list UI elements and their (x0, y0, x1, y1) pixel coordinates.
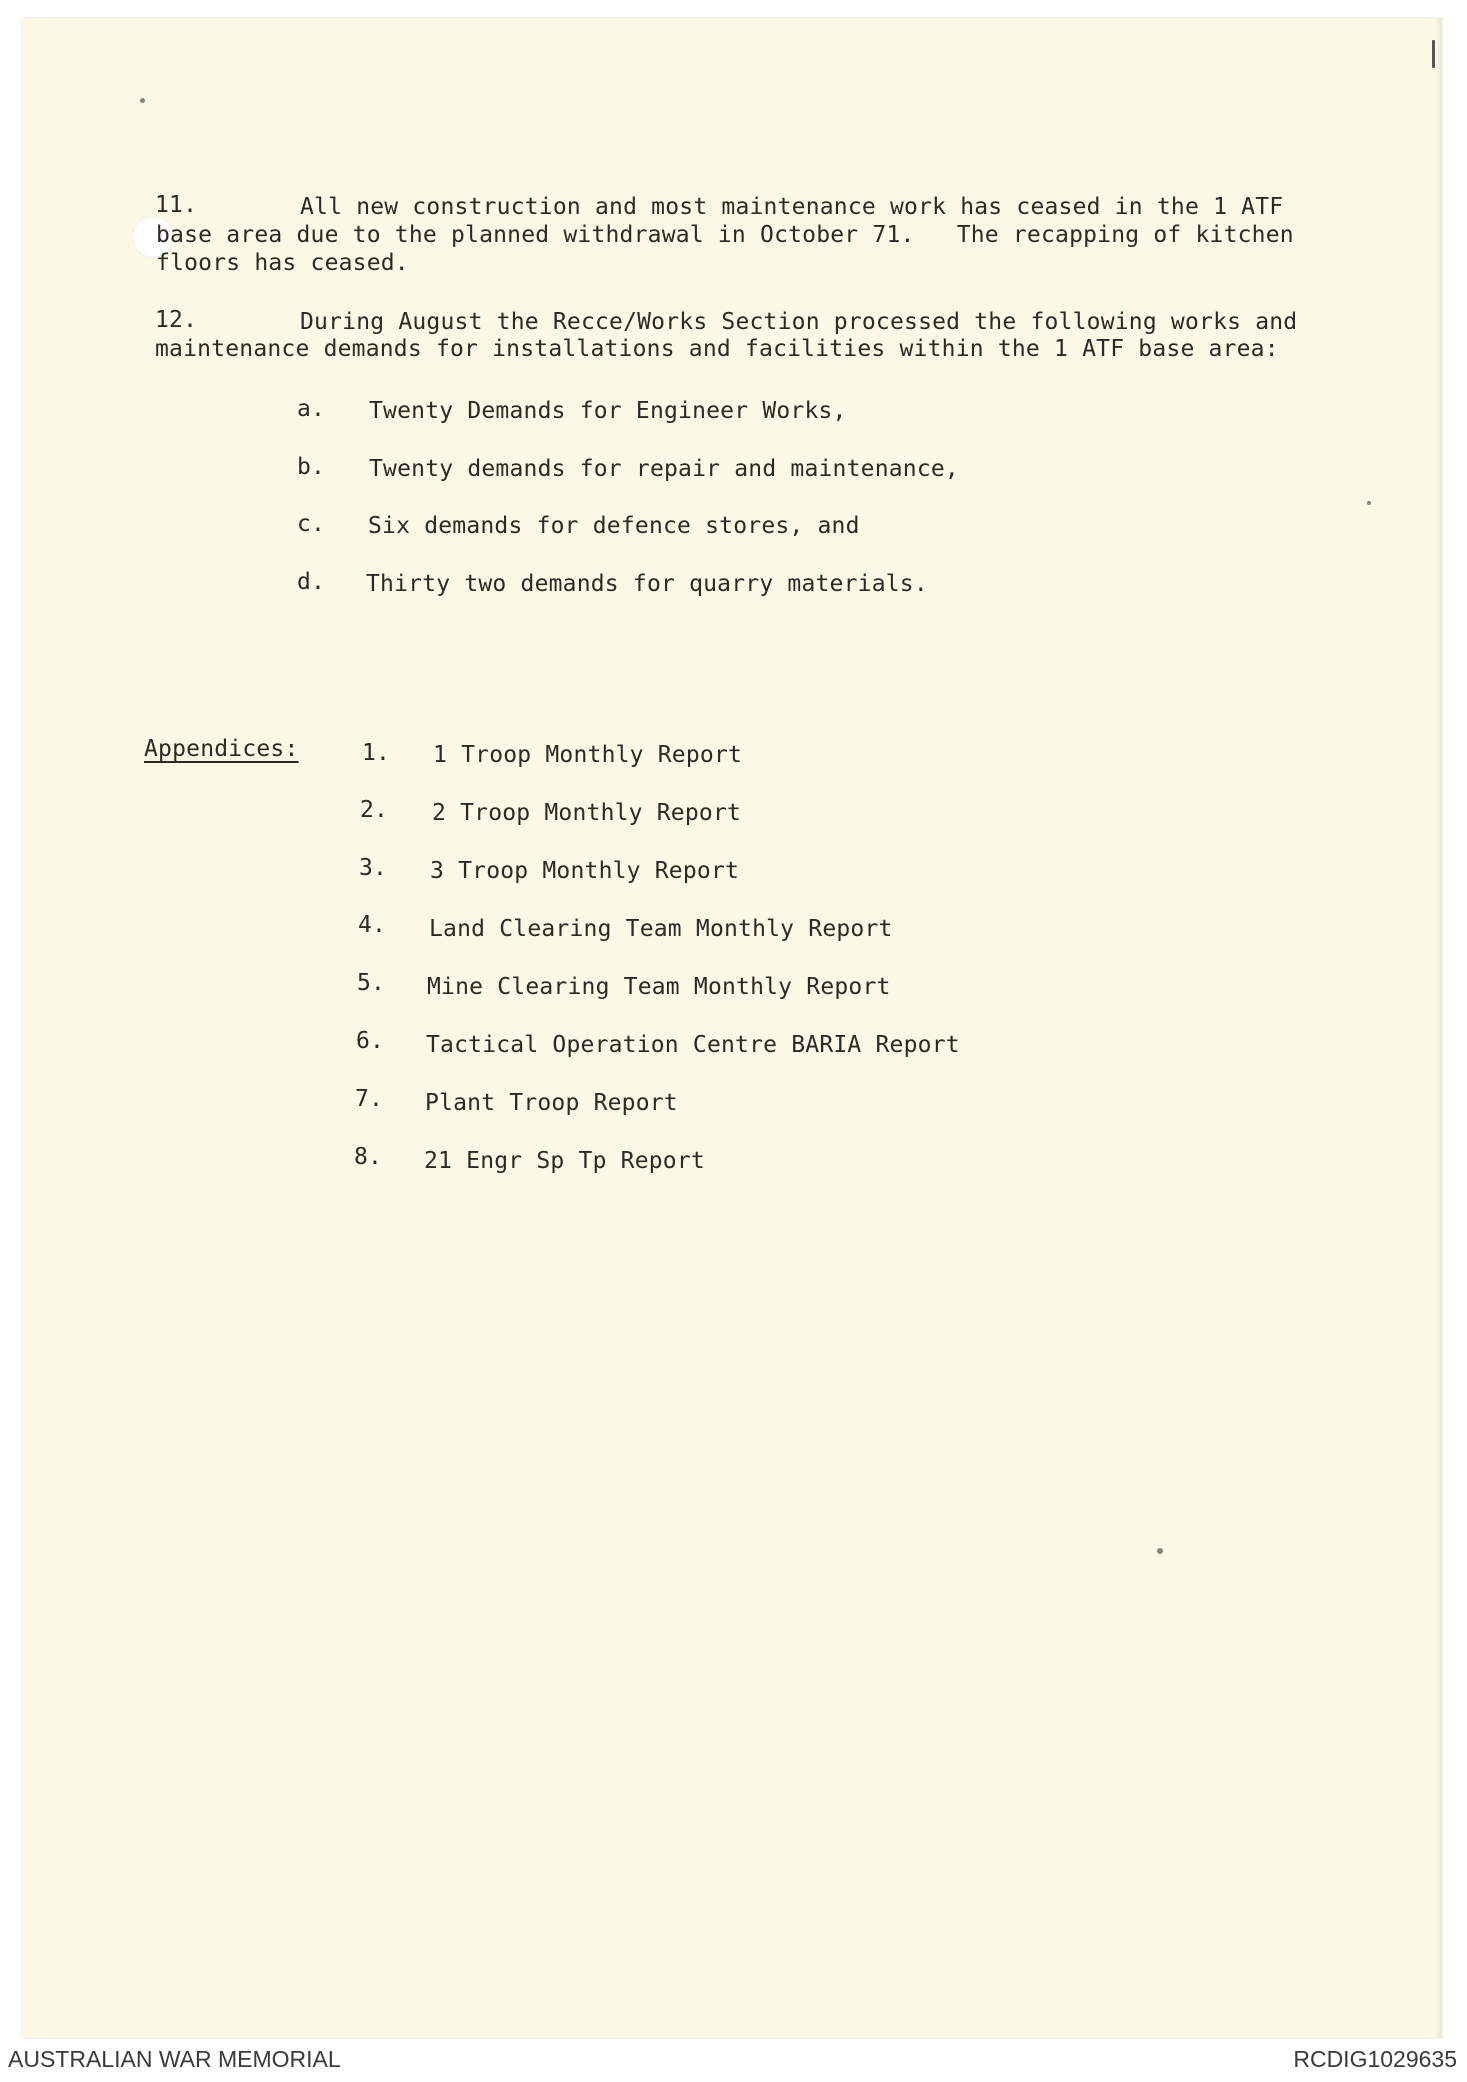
appendix-number: 2. (360, 797, 389, 823)
appendix-title: Plant Troop Report (425, 1090, 678, 1116)
paragraph-11-line-1: All new construction and most maintenance work has ceased in the 1 ATF (300, 194, 1284, 220)
appendix-number: 5. (357, 970, 386, 996)
footer-source: AUSTRALIAN WAR MEMORIAL (8, 2046, 341, 2072)
appendix-title: 21 Engr Sp Tp Report (424, 1148, 705, 1174)
appendix-number: 8. (354, 1144, 383, 1170)
list-item-text: Twenty demands for repair and maintenance, (369, 456, 959, 482)
paragraph-11-line-2: base area due to the planned withdrawal in October 71. The recapping of kitchen (156, 222, 1294, 248)
appendix-title: Mine Clearing Team Monthly Report (427, 974, 891, 1000)
appendix-number: 6. (356, 1028, 385, 1054)
appendix-title: Tactical Operation Centre BARIA Report (426, 1032, 960, 1058)
paper-speck (1157, 1548, 1163, 1554)
appendix-number: 3. (359, 855, 388, 881)
list-item-label: b. (297, 454, 326, 480)
paper-speck (1367, 501, 1371, 505)
list-item-text: Twenty Demands for Engineer Works, (369, 398, 847, 424)
list-item-text: Thirty two demands for quarry materials. (366, 571, 928, 597)
paragraph-11-line-3: floors has ceased. (156, 250, 409, 276)
appendix-number: 1. (362, 740, 391, 766)
paper-speck (1432, 40, 1435, 68)
appendices-heading: Appendices: (144, 736, 299, 762)
paragraph-12-number: 12. (155, 307, 198, 333)
list-item-label: d. (297, 569, 326, 595)
paragraph-11-number: 11. (155, 192, 198, 218)
list-item-text: Six demands for defence stores, and (368, 513, 860, 539)
appendix-title: Land Clearing Team Monthly Report (429, 916, 893, 942)
appendix-title: 3 Troop Monthly Report (430, 858, 740, 884)
appendix-title: 1 Troop Monthly Report (433, 742, 743, 768)
document-page (22, 18, 1442, 2038)
list-item-label: c. (297, 511, 326, 537)
page-edge-shadow (1436, 18, 1442, 2038)
paragraph-12-line-1: During August the Recce/Works Section processed the following works and (300, 309, 1298, 335)
appendix-number: 4. (358, 912, 387, 938)
paragraph-12-line-2: maintenance demands for installations and facilities within the 1 ATF base area: (155, 336, 1279, 362)
list-item-label: a. (297, 396, 326, 422)
appendix-number: 7. (355, 1086, 384, 1112)
footer-identifier: RCDIG1029635 (1293, 2046, 1457, 2072)
paper-speck (140, 98, 145, 103)
appendix-title: 2 Troop Monthly Report (432, 800, 742, 826)
